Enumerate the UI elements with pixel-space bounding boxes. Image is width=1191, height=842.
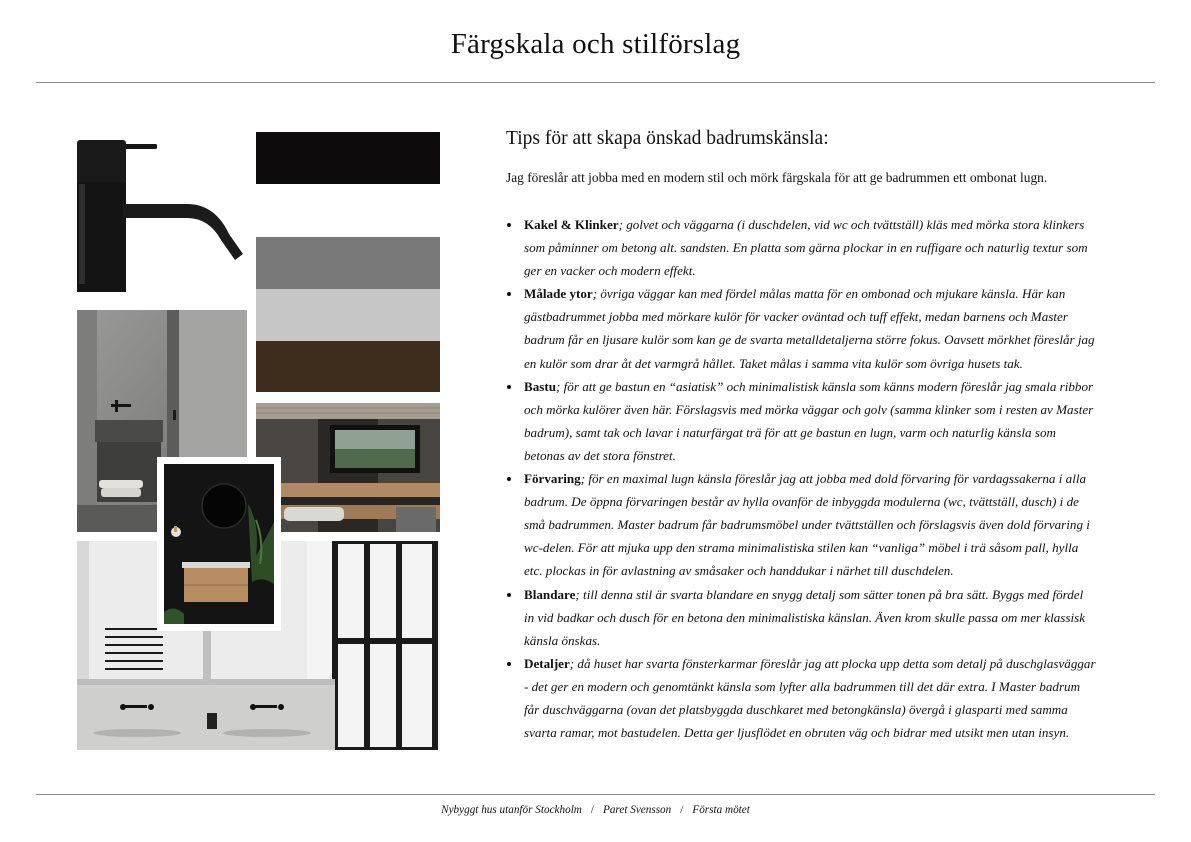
tip-text: ; då huset har svarta fönsterkarmar föreslår jag att plocka upp detta som detalj på duschglasväggar - det ger en modern och genomtänkt känsla som lyfter alla badrummen till det där extra. I Master badrum får duschväggarna (ovan det platsbyggda duschkaret med betongkänsla) övergå i glasparti med samma svarta ramar, mot bastudelen. Detta ger ljusflödet en obruten väg och bidrar med utsikt men utan insyn. (524, 655, 1096, 741)
dark-bathroom-image (157, 457, 281, 631)
tip-text: ; för en maximal lugn känsla föreslår jag att jobba med dold förvaring för vardagssakerna i alla badrum. De öppna förvaringen består av hylla ovanför de inbyggda modulerna (wc, tvättställ, dusch) i de små badrummen. Master badrum får badrumsmöbel under tvättställen och förslagsvis även dold förvaring i wc-delen. För att mjuka upp den strama minimalistiska stilen kan “vanliga” möbel i trä såsom pall, hylla etc. plockas in för avlastning av småsaker och handdukar i närhet till duschdelen. (524, 471, 1090, 579)
tip-term: Detaljer (524, 655, 570, 671)
footer-project: Nybyggt hus utanför Stockholm (441, 804, 582, 816)
tip-text: ; golvet och väggarna (i duschdelen, vid wc och tvättställ) kläs med mörka stora klinkers som påminner om betong alt. sandsten. En platta som gärna plockar in en ruffigare och naturlig textur som ger en vacker och modern effekt. (524, 217, 1088, 279)
list-item (506, 652, 1096, 744)
top-divider (36, 82, 1155, 83)
tip-term: Bastu (524, 378, 557, 394)
list-item (506, 282, 1096, 374)
tip-term: Målade ytor (524, 286, 593, 302)
footer-separator: / (590, 804, 594, 816)
tip-text: ; övriga väggar kan med fördel målas matta för en ombonad och mjukare känsla. Här kan gästbadrummet jobba med mörkare kulör för vacker oväntad och tuff effekt, medan barnens och Master badrum får en ljusare kulör som kan ge de svarta metalldetaljerna större fokus. Oavsett mörkhet föreslår jag en kulör som drar åt det varmgrå hållet. Taket målas i samma vita kulör som övriga husets tak. (524, 286, 1095, 371)
list-item (506, 213, 1096, 282)
intro-text: Jag föreslår att jobba med en modern stil och mörk färgskala för att ge badrummen ett ombonat lugn. (506, 170, 1048, 185)
swatch-black (256, 132, 440, 184)
swatch-mid-grey (256, 237, 440, 289)
bottom-divider (36, 794, 1155, 795)
tips-heading: Tips för att skapa önskad badrumskänsla: (506, 128, 829, 149)
footer-separator: / (680, 804, 684, 816)
footer (0, 804, 1191, 816)
swatch-dark-brown (256, 341, 440, 392)
list-item (506, 467, 1096, 582)
swatch-light-grey (256, 289, 440, 341)
tip-text: ; för att ge bastun en “asiatisk” och minimalistisk känsla som känns modern föreslår jag smala ribbor och mörka kulörer även här. Förslagsvis med mörka väggar och golv (samma klinker som i resten av Master badrum), samt tak och lavar i naturfärgat trä för att ge bastun en lugn, varm och naturlig känsla som betonas av det stora fönstret. (524, 378, 1094, 463)
tip-term: Förvaring (524, 471, 581, 487)
page-title: Färgskala och stilförslag (450, 28, 741, 60)
tip-term: Kakel & Klinker (524, 217, 619, 232)
footer-client: Paret Svensson (603, 804, 672, 816)
faucet-image (77, 132, 247, 302)
tips-list (506, 213, 1096, 744)
list-item (506, 583, 1096, 652)
tip-term: Blandare (524, 586, 576, 602)
footer-meeting: Första mötet (692, 804, 750, 816)
sauna-image (256, 403, 440, 532)
tip-text: ; till denna stil är svarta blandare en snygg detalj som sätter tonen på bra sätt. Byggs med fördel in vid badkar och dusch för en betona den minimalistiska känslan. Även krom skulle passa om mer klassisk känsla önskas. (524, 586, 1086, 648)
list-item (506, 375, 1096, 467)
